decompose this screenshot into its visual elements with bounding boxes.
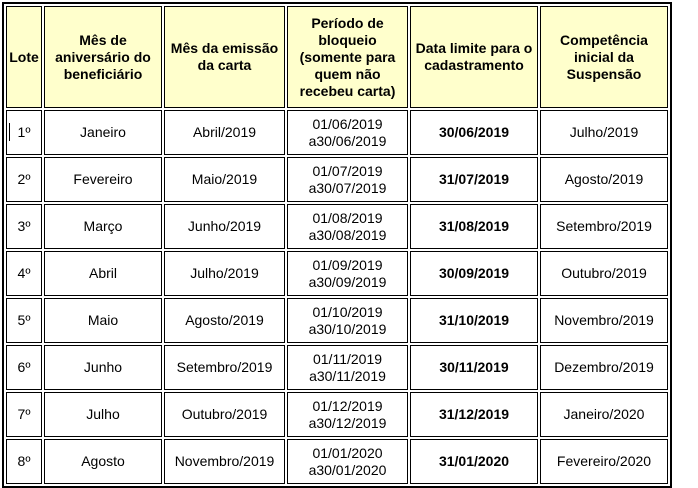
cell-lote: 3º	[6, 204, 42, 249]
cell-emissao: Julho/2019	[164, 251, 285, 296]
cell-limite: 31/07/2019	[410, 157, 538, 202]
cell-lote: 2º	[6, 157, 42, 202]
periodo-fim: a30/06/2019	[308, 132, 387, 149]
periodo-fim: a30/01/2020	[308, 461, 387, 478]
header-limite: Data limite para o cadastramento	[410, 6, 538, 108]
cell-competencia: Agosto/2019	[540, 157, 668, 202]
header-lote: Lote	[6, 6, 42, 108]
cell-emissao: Agosto/2019	[164, 298, 285, 343]
cell-aniversario: Abril	[44, 251, 162, 296]
cell-lote: 6º	[6, 345, 42, 390]
cell-limite: 31/10/2019	[410, 298, 538, 343]
periodo-fim: a30/12/2019	[308, 414, 387, 431]
cell-periodo	[287, 204, 408, 249]
cell-lote: 1º	[6, 110, 42, 155]
cell-emissao: Outubro/2019	[164, 392, 285, 437]
periodo-inicio: 01/01/2020	[312, 444, 383, 461]
cell-limite: 31/08/2019	[410, 204, 538, 249]
cell-limite: 30/06/2019	[410, 110, 538, 155]
periodo-inicio: 01/09/2019	[312, 256, 383, 273]
cell-competencia: Julho/2019	[540, 110, 668, 155]
table-row	[6, 110, 668, 155]
cell-aniversario: Agosto	[44, 439, 162, 484]
cell-competencia: Fevereiro/2020	[540, 439, 668, 484]
cell-periodo	[287, 298, 408, 343]
cell-periodo	[287, 392, 408, 437]
cell-limite: 31/01/2020	[410, 439, 538, 484]
cell-competencia: Novembro/2019	[540, 298, 668, 343]
periodo-inicio: 01/11/2019	[312, 350, 383, 367]
cell-periodo	[287, 439, 408, 484]
header-aniversario: Mês de aniversário do beneficiário	[44, 6, 162, 108]
cell-periodo	[287, 251, 408, 296]
header-emissao: Mês da emissão da carta	[164, 6, 285, 108]
header-periodo: Período de bloqueio (somente para quem não recebeu carta)	[287, 6, 408, 108]
header-competencia: Competência inicial da Suspensão	[540, 6, 668, 108]
header-row	[6, 6, 668, 108]
cell-aniversario: Junho	[44, 345, 162, 390]
cell-competencia: Outubro/2019	[540, 251, 668, 296]
periodo-inicio: 01/06/2019	[312, 115, 383, 132]
cell-lote: 4º	[6, 251, 42, 296]
cell-lote: 8º	[6, 439, 42, 484]
table-row	[6, 298, 668, 343]
cell-aniversario: Janeiro	[44, 110, 162, 155]
lotes-table	[2, 2, 672, 488]
periodo-inicio: 01/08/2019	[312, 209, 383, 226]
table-row	[6, 439, 668, 484]
table-row	[6, 345, 668, 390]
cell-lote: 5º	[6, 298, 42, 343]
periodo-inicio: 01/07/2019	[312, 162, 383, 179]
periodo-fim: a30/11/2019	[309, 367, 386, 384]
cell-emissao: Setembro/2019	[164, 345, 285, 390]
cell-emissao: Maio/2019	[164, 157, 285, 202]
periodo-fim: a30/10/2019	[308, 320, 387, 337]
table-row	[6, 251, 668, 296]
cell-periodo	[287, 345, 408, 390]
cell-limite: 30/11/2019	[410, 345, 538, 390]
cell-periodo	[287, 157, 408, 202]
cell-limite: 31/12/2019	[410, 392, 538, 437]
periodo-fim: a30/09/2019	[308, 273, 387, 290]
periodo-fim: a30/07/2019	[308, 179, 387, 196]
periodo-inicio: 01/12/2019	[312, 397, 383, 414]
periodo-inicio: 01/10/2019	[312, 303, 383, 320]
cell-emissao: Novembro/2019	[164, 439, 285, 484]
periodo-fim: a30/08/2019	[308, 226, 387, 243]
cell-periodo	[287, 110, 408, 155]
table-row	[6, 392, 668, 437]
cell-aniversario: Maio	[44, 298, 162, 343]
cell-competencia: Dezembro/2019	[540, 345, 668, 390]
cell-lote: 7º	[6, 392, 42, 437]
cell-emissao: Abril/2019	[164, 110, 285, 155]
cell-limite: 30/09/2019	[410, 251, 538, 296]
table-row	[6, 204, 668, 249]
table-row	[6, 157, 668, 202]
cell-aniversario: Fevereiro	[44, 157, 162, 202]
cell-aniversario: Julho	[44, 392, 162, 437]
cell-emissao: Junho/2019	[164, 204, 285, 249]
cell-competencia: Setembro/2019	[540, 204, 668, 249]
cell-aniversario: Março	[44, 204, 162, 249]
text-cursor	[9, 123, 10, 141]
cell-competencia: Janeiro/2020	[540, 392, 668, 437]
